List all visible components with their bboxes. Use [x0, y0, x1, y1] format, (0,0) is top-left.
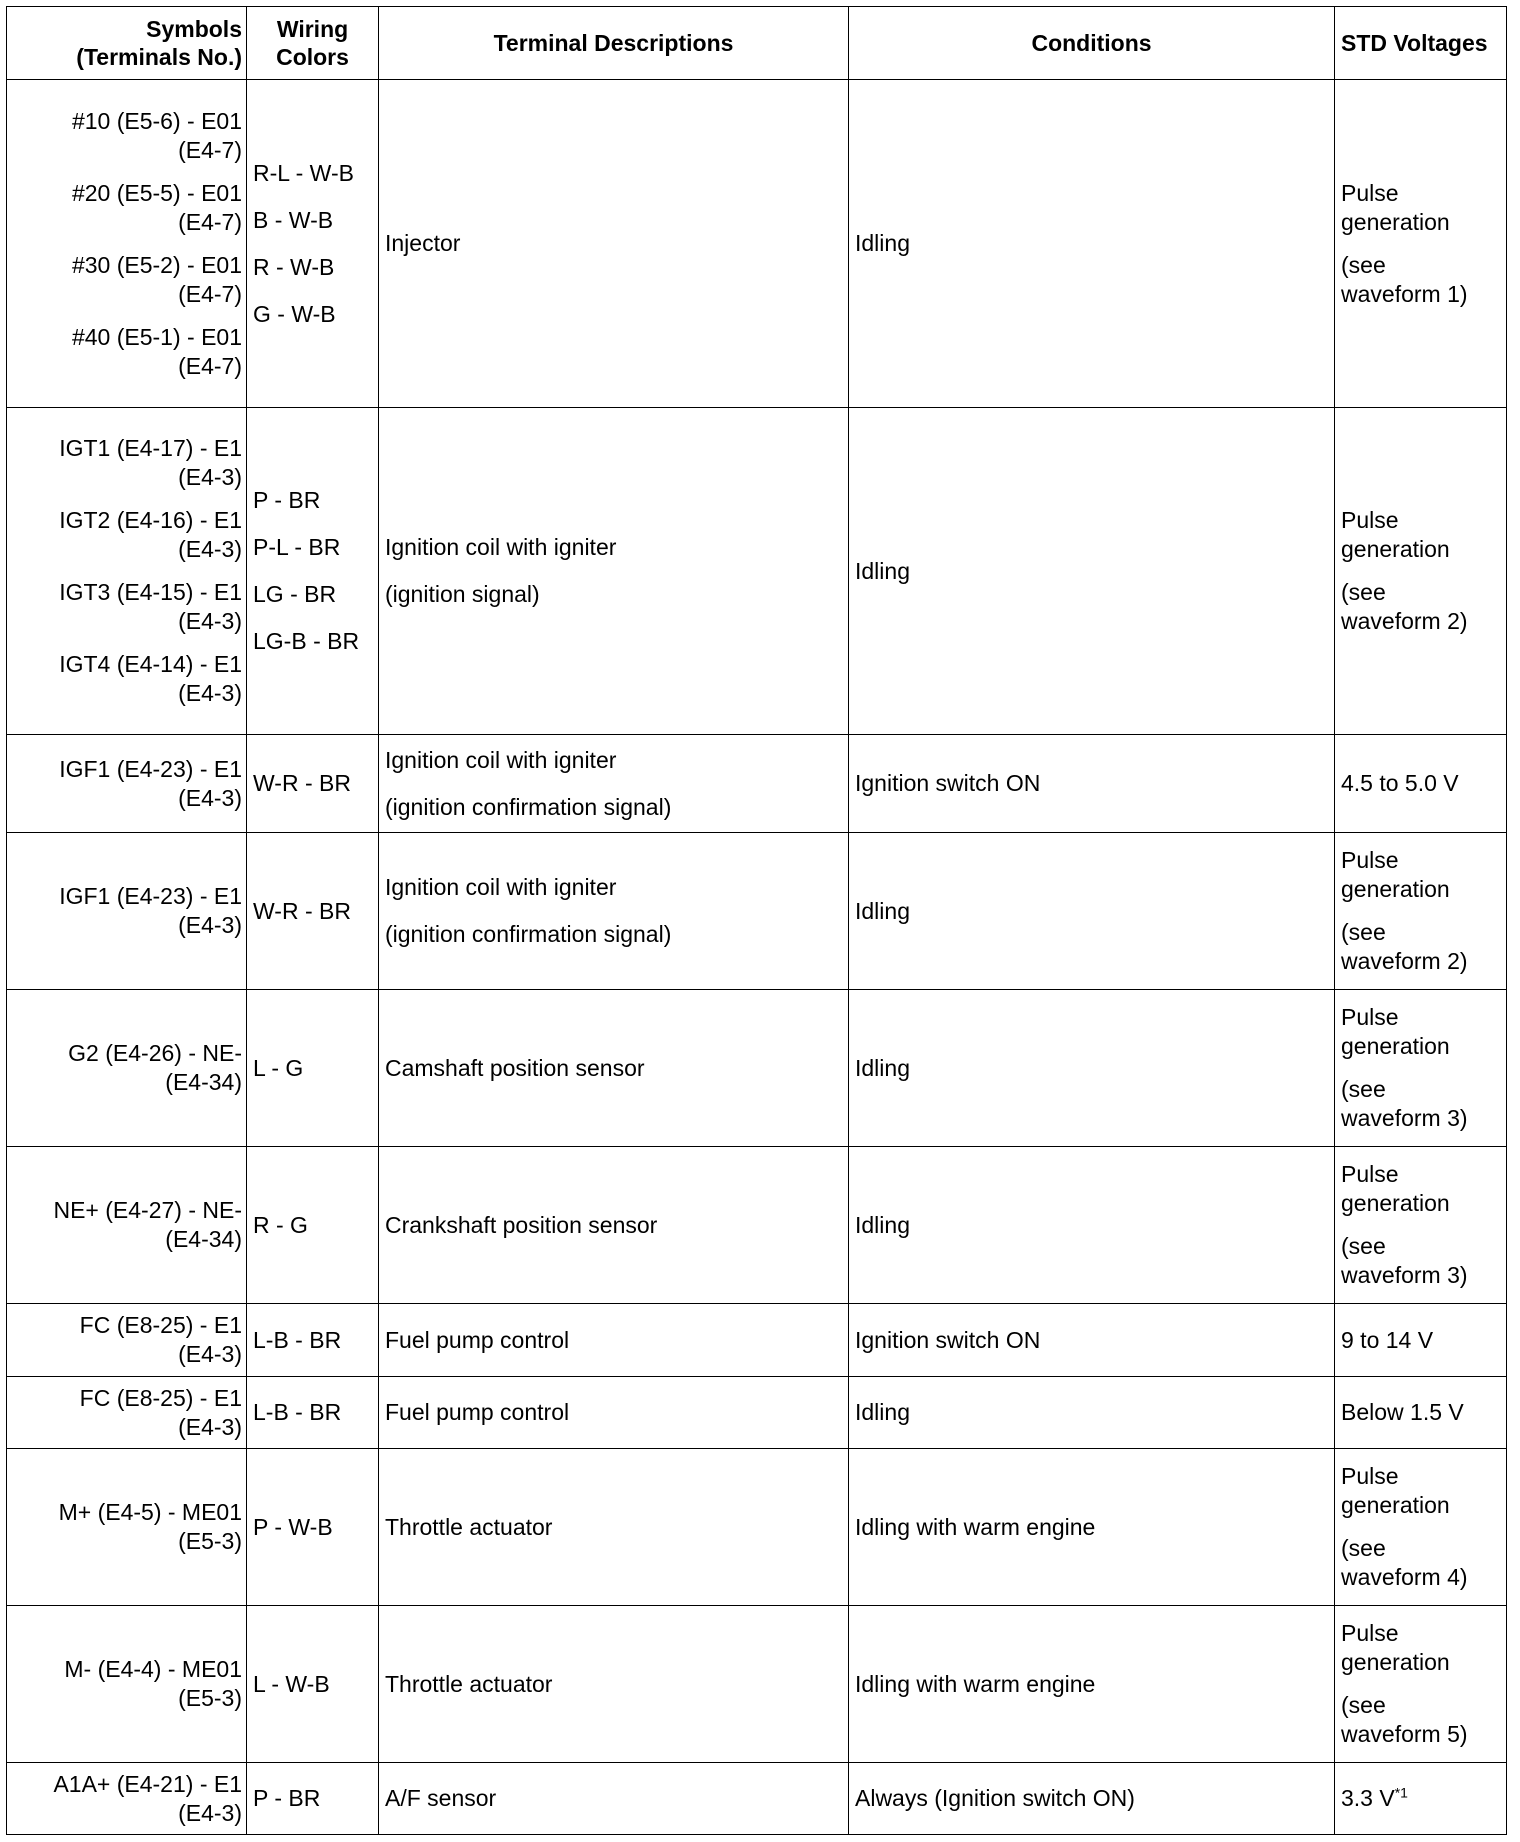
std-voltage-text: Pulse: [1341, 1161, 1399, 1187]
std-voltage-text: generation: [1341, 876, 1450, 902]
std-voltage-text: waveform 2): [1341, 608, 1468, 634]
std-voltage-text: 3.3 V: [1341, 1785, 1395, 1811]
std-voltage-text: waveform 2): [1341, 948, 1468, 974]
std-voltage-text: (see: [1341, 1076, 1386, 1102]
symbol-line: A1A+ (E4-21) - E1: [53, 1770, 242, 1797]
cell-condition: Idling: [849, 1377, 1335, 1449]
table-row: [7, 1147, 1507, 1304]
std-voltage-text: waveform 3): [1341, 1105, 1468, 1131]
cell-terminal-description: [379, 408, 849, 735]
cell-symbols: [7, 1377, 247, 1449]
symbol-line: (E4-3): [178, 1341, 242, 1367]
cell-symbols: [7, 833, 247, 990]
table-row: [7, 408, 1507, 735]
std-voltage-text: (see: [1341, 1535, 1386, 1561]
wiring-color-line: L-B - BR: [253, 1326, 342, 1353]
std-voltage-text: (see: [1341, 579, 1386, 605]
cell-symbols: [7, 1763, 247, 1835]
wiring-color-line: W-R - BR: [253, 897, 351, 924]
std-voltage-text: (see: [1341, 1233, 1386, 1259]
table-row: [7, 1449, 1507, 1606]
cell-condition: Idling with warm engine: [849, 1606, 1335, 1763]
symbol-line: M+ (E4-5) - ME01: [58, 1499, 242, 1525]
std-voltage-line: [1341, 1784, 1500, 1813]
std-voltage-text: generation: [1341, 1649, 1450, 1675]
std-voltage-line: [1341, 1032, 1500, 1061]
std-voltage-text: (see: [1341, 919, 1386, 945]
std-voltage-line: [1341, 875, 1500, 904]
wiring-color-line: P - BR: [253, 487, 321, 513]
footnote-marker: *1: [1394, 1784, 1408, 1801]
symbol-line: IGF1 (E4-23) - E1: [59, 755, 242, 782]
std-voltage-line: [1341, 947, 1500, 976]
wiring-color-line: B - W-B: [253, 206, 334, 233]
symbol-line: G2 (E4-26) - NE-: [68, 1040, 242, 1066]
std-voltage-text: Pulse: [1341, 507, 1399, 533]
std-voltage-text: Pulse: [1341, 1620, 1399, 1646]
table-row: [7, 1377, 1507, 1449]
std-voltage-text: generation: [1341, 1033, 1450, 1059]
symbol-line: #10 (E5-6) - E01: [71, 107, 242, 134]
header-symbols: [7, 7, 247, 80]
cell-condition: Idling: [849, 80, 1335, 408]
symbol-line: (E4-3): [178, 608, 242, 634]
std-voltage-text: Pulse: [1341, 847, 1399, 873]
cell-terminal-description: [379, 833, 849, 990]
header-terminal-descriptions: Terminal Descriptions: [379, 7, 849, 80]
wiring-color-line: R - G: [253, 1211, 308, 1238]
description-line: Throttle actuator: [385, 1670, 553, 1697]
symbol-line: (E4-3): [178, 464, 242, 490]
header-row: [7, 7, 1507, 80]
cell-symbols: [7, 1304, 247, 1377]
std-voltage-line: [1341, 1326, 1500, 1355]
wiring-color-line: P-L - BR: [253, 534, 341, 560]
std-voltage-line: [1341, 1189, 1500, 1218]
description-line: Ignition coil with igniter: [385, 746, 617, 773]
std-voltage-line: [1341, 1691, 1500, 1720]
wiring-color-line: R - W-B: [253, 253, 335, 280]
cell-terminal-description: [379, 1763, 849, 1835]
cell-std-voltage: [1335, 1304, 1507, 1377]
wiring-color-line: G - W-B: [253, 300, 336, 327]
std-voltage-text: Below 1.5 V: [1341, 1399, 1464, 1425]
std-voltage-text: Pulse: [1341, 179, 1399, 206]
std-voltage-text: generation: [1341, 1492, 1450, 1518]
description-line: Ignition coil with igniter: [385, 534, 617, 560]
wiring-color-line: L - G: [253, 1054, 304, 1081]
symbol-line: #30 (E5-2) - E01: [71, 251, 242, 278]
cell-std-voltage: [1335, 735, 1507, 833]
cell-symbols: [7, 735, 247, 833]
cell-std-voltage: [1335, 1606, 1507, 1763]
std-voltage-line: [1341, 918, 1500, 947]
std-voltage-line: [1341, 1160, 1500, 1189]
symbol-line: #40 (E5-1) - E01: [71, 323, 242, 350]
symbol-line: (E4-3): [178, 680, 242, 706]
std-voltage-line: [1341, 1648, 1500, 1677]
wiring-color-line: LG - BR: [253, 581, 337, 607]
std-voltage-line: [1341, 1720, 1500, 1749]
terminal-voltage-table: [6, 6, 1507, 1835]
description-line: Ignition coil with igniter: [385, 874, 617, 900]
cell-wiring-colors: [247, 735, 379, 833]
cell-symbols: [7, 1606, 247, 1763]
cell-condition: Idling: [849, 990, 1335, 1147]
cell-wiring-colors: [247, 990, 379, 1147]
std-voltage-line: [1341, 1003, 1500, 1032]
cell-wiring-colors: [247, 1147, 379, 1304]
std-voltage-line: [1341, 179, 1500, 208]
cell-std-voltage: [1335, 1449, 1507, 1606]
std-voltage-line: [1341, 1534, 1500, 1563]
std-voltage-text: waveform 4): [1341, 1564, 1468, 1590]
cell-symbols: [7, 408, 247, 735]
symbol-line: #20 (E5-5) - E01: [71, 179, 242, 206]
symbol-line: (E4-3): [178, 912, 242, 938]
symbol-line: (E5-3): [178, 1685, 242, 1711]
cell-wiring-colors: [247, 833, 379, 990]
cell-symbols: [7, 1147, 247, 1304]
cell-terminal-description: [379, 1304, 849, 1377]
std-voltage-text: generation: [1341, 208, 1450, 235]
table-row: [7, 1304, 1507, 1377]
header-symbols-line1: Symbols: [146, 16, 242, 42]
cell-condition: Idling: [849, 1147, 1335, 1304]
description-line: Fuel pump control: [385, 1326, 570, 1353]
table-row: [7, 80, 1507, 408]
symbol-line: (E4-34): [165, 1226, 242, 1252]
cell-terminal-description: [379, 990, 849, 1147]
header-wiring-colors: [247, 7, 379, 80]
std-voltage-line: [1341, 1491, 1500, 1520]
symbol-line: NE+ (E4-27) - NE-: [53, 1197, 242, 1223]
std-voltage-text: 9 to 14 V: [1341, 1326, 1434, 1353]
wiring-color-line: P - W-B: [253, 1513, 333, 1540]
description-line: (ignition confirmation signal): [385, 793, 672, 820]
symbol-line: (E4-3): [178, 784, 242, 811]
symbol-line: (E4-7): [178, 208, 242, 235]
table-row: [7, 1763, 1507, 1835]
symbol-line: IGT1 (E4-17) - E1: [59, 435, 242, 461]
header-symbols-line2: (Terminals No.): [76, 44, 242, 70]
cell-condition: Idling: [849, 833, 1335, 990]
table-row: [7, 1606, 1507, 1763]
std-voltage-line: [1341, 251, 1500, 280]
symbol-line: (E4-34): [165, 1069, 242, 1095]
cell-wiring-colors: [247, 1377, 379, 1449]
cell-condition: Ignition switch ON: [849, 1304, 1335, 1377]
cell-wiring-colors: [247, 1304, 379, 1377]
std-voltage-line: [1341, 1075, 1500, 1104]
cell-symbols: [7, 80, 247, 408]
cell-wiring-colors: [247, 1449, 379, 1606]
cell-wiring-colors: [247, 408, 379, 735]
std-voltage-text: generation: [1341, 1190, 1450, 1216]
symbol-line: IGT2 (E4-16) - E1: [59, 507, 242, 533]
cell-terminal-description: [379, 1147, 849, 1304]
cell-std-voltage: [1335, 1377, 1507, 1449]
description-line: (ignition confirmation signal): [385, 921, 672, 947]
cell-condition: Idling: [849, 408, 1335, 735]
cell-condition: Always (Ignition switch ON): [849, 1763, 1335, 1835]
std-voltage-line: [1341, 607, 1500, 636]
std-voltage-text: (see: [1341, 1692, 1386, 1718]
symbol-line: FC (E8-25) - E1: [79, 1312, 242, 1338]
std-voltage-text: Pulse: [1341, 1004, 1399, 1030]
symbol-line: (E4-7): [178, 280, 242, 307]
cell-symbols: [7, 1449, 247, 1606]
symbol-line: (E4-3): [178, 1799, 242, 1826]
cell-terminal-description: [379, 1377, 849, 1449]
cell-condition: Ignition switch ON: [849, 735, 1335, 833]
cell-terminal-description: [379, 1449, 849, 1606]
std-voltage-line: [1341, 280, 1500, 309]
std-voltage-text: waveform 5): [1341, 1721, 1468, 1747]
description-line: Crankshaft position sensor: [385, 1211, 658, 1238]
symbol-line: (E5-3): [178, 1528, 242, 1554]
std-voltage-line: [1341, 1104, 1500, 1133]
cell-std-voltage: [1335, 833, 1507, 990]
symbol-line: FC (E8-25) - E1: [79, 1384, 242, 1411]
std-voltage-line: [1341, 1462, 1500, 1491]
header-wiring-line1: Wiring: [276, 16, 349, 42]
symbol-line: (E4-3): [178, 536, 242, 562]
std-voltage-line: [1341, 1232, 1500, 1261]
cell-symbols: [7, 990, 247, 1147]
description-line: Fuel pump control: [385, 1399, 570, 1425]
symbol-line: IGT3 (E4-15) - E1: [59, 579, 242, 605]
wiring-color-line: P - BR: [253, 1785, 321, 1811]
cell-terminal-description: [379, 80, 849, 408]
cell-std-voltage: [1335, 990, 1507, 1147]
std-voltage-text: generation: [1341, 536, 1450, 562]
std-voltage-line: [1341, 208, 1500, 237]
std-voltage-line: [1341, 578, 1500, 607]
std-voltage-text: waveform 3): [1341, 1262, 1468, 1288]
wiring-color-line: W-R - BR: [253, 770, 351, 796]
symbol-line: M- (E4-4) - ME01: [64, 1656, 242, 1682]
symbol-line: IGF1 (E4-23) - E1: [59, 883, 242, 909]
std-voltage-text: (see: [1341, 251, 1386, 278]
description-line: (ignition signal): [385, 581, 540, 607]
cell-wiring-colors: [247, 1606, 379, 1763]
symbol-line: (E4-3): [178, 1413, 242, 1440]
std-voltage-line: [1341, 1563, 1500, 1592]
cell-condition: Idling with warm engine: [849, 1449, 1335, 1606]
cell-terminal-description: [379, 735, 849, 833]
std-voltage-line: [1341, 506, 1500, 535]
std-voltage-text: waveform 1): [1341, 280, 1468, 307]
description-line: A/F sensor: [385, 1785, 497, 1811]
table-row: [7, 833, 1507, 990]
cell-std-voltage: [1335, 408, 1507, 735]
table-row: [7, 990, 1507, 1147]
header-conditions: Conditions: [849, 7, 1335, 80]
symbol-line: (E4-7): [178, 352, 242, 379]
wiring-color-line: R-L - W-B: [253, 159, 354, 186]
std-voltage-line: [1341, 1398, 1500, 1427]
cell-std-voltage: [1335, 1763, 1507, 1835]
cell-std-voltage: [1335, 80, 1507, 408]
std-voltage-text: Pulse: [1341, 1463, 1399, 1489]
cell-terminal-description: [379, 1606, 849, 1763]
cell-wiring-colors: [247, 80, 379, 408]
std-voltage-line: [1341, 769, 1500, 798]
header-std-voltages: STD Voltages: [1335, 7, 1507, 80]
header-wiring-line2: Colors: [276, 44, 349, 70]
wiring-color-line: L-B - BR: [253, 1399, 342, 1425]
std-voltage-line: [1341, 846, 1500, 875]
description-line: Throttle actuator: [385, 1513, 553, 1540]
table-row: [7, 735, 1507, 833]
cell-std-voltage: [1335, 1147, 1507, 1304]
wiring-color-line: L - W-B: [253, 1670, 330, 1697]
wiring-color-line: LG-B - BR: [253, 628, 360, 654]
cell-wiring-colors: [247, 1763, 379, 1835]
std-voltage-text: 4.5 to 5.0 V: [1341, 770, 1459, 796]
description-line: Camshaft position sensor: [385, 1054, 645, 1081]
symbol-line: IGT4 (E4-14) - E1: [59, 651, 242, 677]
description-line: Injector: [385, 230, 461, 256]
std-voltage-line: [1341, 535, 1500, 564]
std-voltage-line: [1341, 1619, 1500, 1648]
symbol-line: (E4-7): [178, 136, 242, 163]
std-voltage-line: [1341, 1261, 1500, 1290]
